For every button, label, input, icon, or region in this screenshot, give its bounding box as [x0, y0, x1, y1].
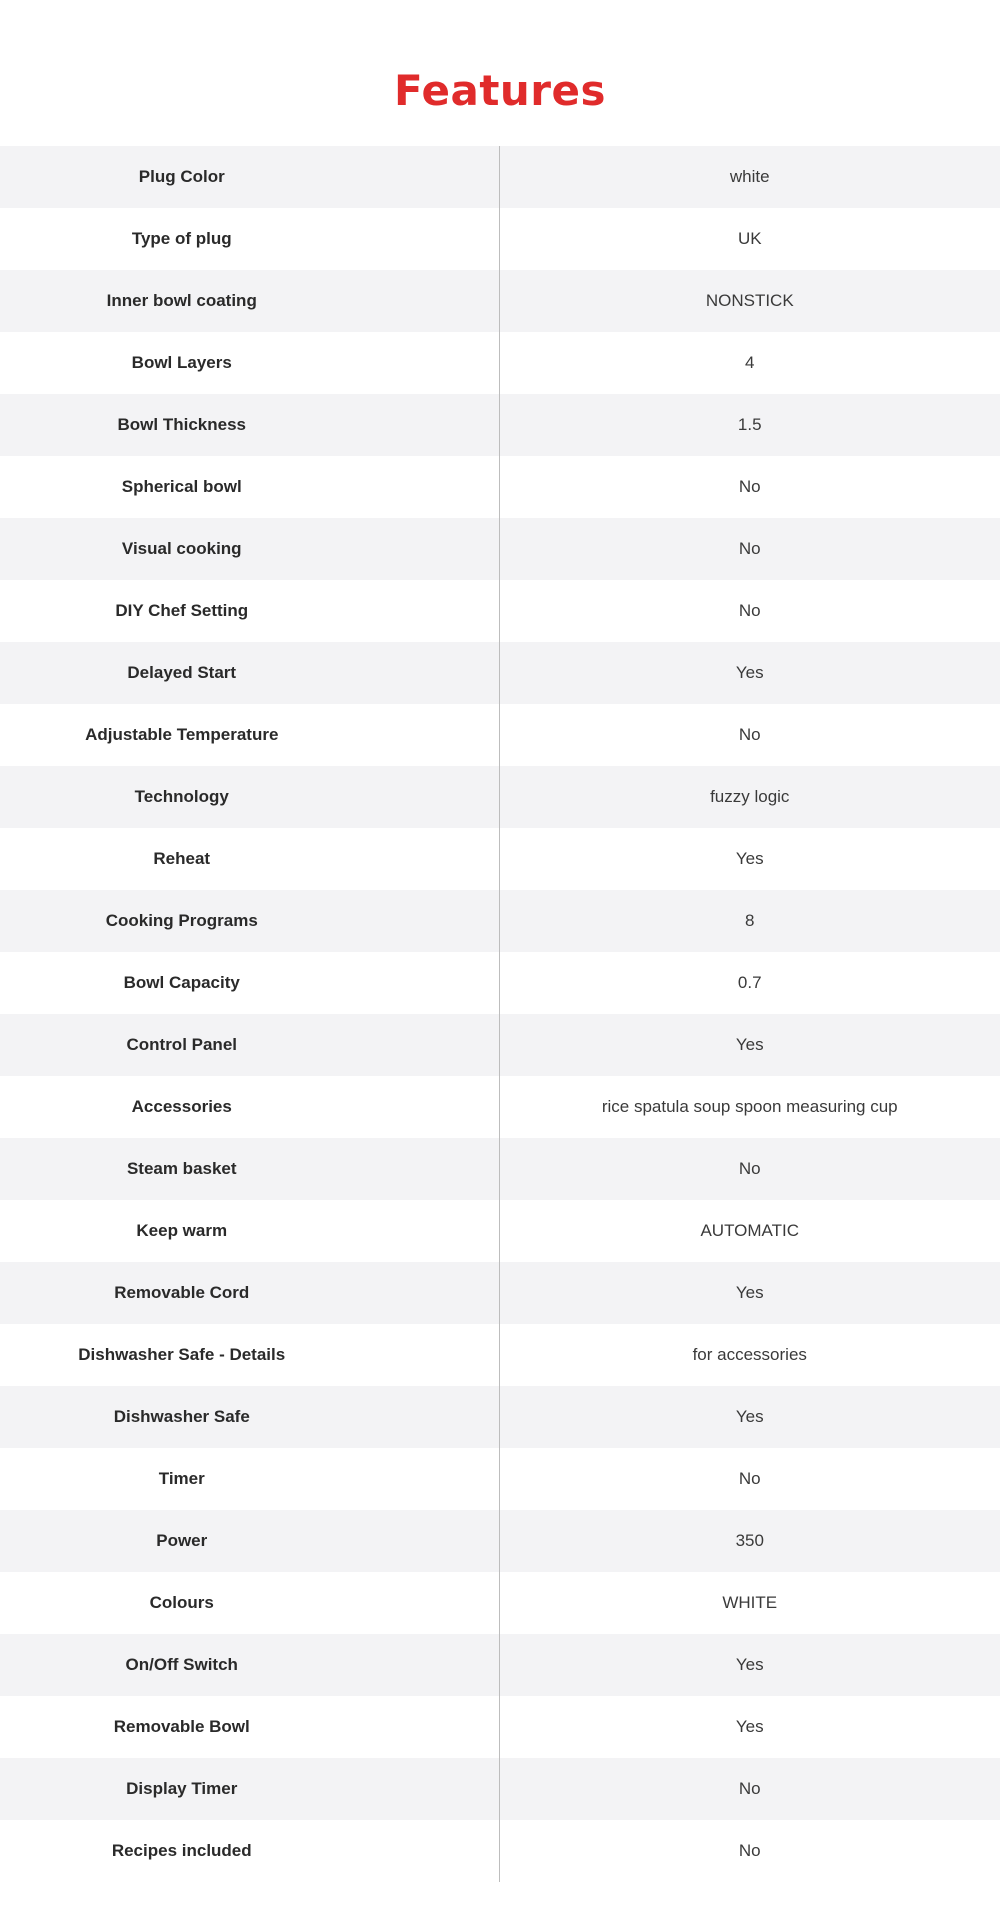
feature-value-text: rice spatula soup spoon measuring cup [601, 1097, 898, 1116]
feature-label: Dishwasher Safe - Details [0, 1324, 499, 1386]
feature-label: Visual cooking [0, 518, 499, 580]
feature-label: Removable Bowl [0, 1696, 499, 1758]
feature-row [0, 642, 1000, 704]
feature-value [499, 394, 1000, 456]
feature-value-text: No [738, 1159, 761, 1178]
feature-value [499, 1758, 1000, 1820]
feature-row [0, 1510, 1000, 1572]
feature-label: Adjustable Temperature [0, 704, 499, 766]
feature-row [0, 1138, 1000, 1200]
feature-value-text: Yes [735, 849, 764, 868]
feature-value [499, 456, 1000, 518]
feature-row [0, 146, 1000, 208]
feature-label: Plug Color [0, 146, 499, 208]
feature-row [0, 1634, 1000, 1696]
feature-value [499, 766, 1000, 828]
feature-value [499, 1200, 1000, 1262]
feature-value-text: 0.7 [737, 973, 762, 992]
feature-value-text: white [729, 167, 770, 186]
feature-row [0, 1262, 1000, 1324]
feature-value-text: Yes [735, 1035, 764, 1054]
feature-label: Control Panel [0, 1014, 499, 1076]
feature-value-text: Yes [735, 1717, 764, 1736]
feature-row [0, 1758, 1000, 1820]
feature-value [499, 1138, 1000, 1200]
feature-value-text: No [738, 1779, 761, 1798]
feature-label: Bowl Capacity [0, 952, 499, 1014]
feature-value-text: Yes [735, 1283, 764, 1302]
feature-row [0, 208, 1000, 270]
feature-value-text: AUTOMATIC [700, 1221, 800, 1240]
feature-value-text: 4 [745, 353, 755, 372]
feature-value-text: No [738, 477, 761, 496]
features-table [0, 146, 1000, 1882]
feature-value [499, 146, 1000, 208]
feature-row [0, 766, 1000, 828]
feature-value [499, 642, 1000, 704]
feature-label: Recipes included [0, 1820, 499, 1882]
feature-value-text: UK [737, 229, 762, 248]
feature-value [499, 208, 1000, 270]
feature-value [499, 1448, 1000, 1510]
feature-label: Keep warm [0, 1200, 499, 1262]
feature-row [0, 332, 1000, 394]
feature-value [499, 890, 1000, 952]
feature-value [499, 518, 1000, 580]
feature-row [0, 1324, 1000, 1386]
feature-label: Type of plug [0, 208, 499, 270]
feature-value-text: No [738, 601, 761, 620]
feature-value [499, 580, 1000, 642]
feature-value [499, 704, 1000, 766]
feature-label: Timer [0, 1448, 499, 1510]
feature-value-text: No [738, 1469, 761, 1488]
feature-value [499, 1634, 1000, 1696]
feature-row [0, 1014, 1000, 1076]
feature-value-text: NONSTICK [705, 291, 794, 310]
feature-label: Bowl Layers [0, 332, 499, 394]
feature-label: Power [0, 1510, 499, 1572]
feature-label: Accessories [0, 1076, 499, 1138]
feature-label: DIY Chef Setting [0, 580, 499, 642]
feature-label: Delayed Start [0, 642, 499, 704]
features-table-body [0, 146, 1000, 1882]
feature-value-text: Yes [735, 1655, 764, 1674]
feature-label: Spherical bowl [0, 456, 499, 518]
feature-value [499, 1572, 1000, 1634]
feature-value-text: Yes [735, 663, 764, 682]
feature-label: Cooking Programs [0, 890, 499, 952]
feature-value-text: WHITE [722, 1593, 778, 1612]
feature-value [499, 952, 1000, 1014]
feature-value [499, 1262, 1000, 1324]
feature-value [499, 1510, 1000, 1572]
feature-label: Technology [0, 766, 499, 828]
feature-row [0, 1696, 1000, 1758]
feature-label: Bowl Thickness [0, 394, 499, 456]
feature-row [0, 394, 1000, 456]
feature-row [0, 580, 1000, 642]
feature-row [0, 456, 1000, 518]
feature-label: Colours [0, 1572, 499, 1634]
feature-label: On/Off Switch [0, 1634, 499, 1696]
feature-row [0, 1572, 1000, 1634]
feature-value-text: Yes [735, 1407, 764, 1426]
feature-value [499, 1820, 1000, 1882]
page-title: Features [394, 66, 606, 115]
feature-label: Dishwasher Safe [0, 1386, 499, 1448]
feature-value-text: 8 [745, 911, 755, 930]
feature-value-text: for accessories [692, 1345, 807, 1364]
feature-value [499, 1696, 1000, 1758]
feature-row [0, 828, 1000, 890]
feature-value [499, 332, 1000, 394]
feature-label: Display Timer [0, 1758, 499, 1820]
feature-value [499, 1076, 1000, 1138]
feature-row [0, 1200, 1000, 1262]
feature-row [0, 270, 1000, 332]
feature-row [0, 890, 1000, 952]
feature-label: Inner bowl coating [0, 270, 499, 332]
feature-value [499, 270, 1000, 332]
feature-value [499, 1014, 1000, 1076]
feature-value-text: 350 [735, 1531, 764, 1550]
feature-row [0, 704, 1000, 766]
feature-value-text: No [738, 1841, 761, 1860]
feature-row [0, 1820, 1000, 1882]
feature-label: Removable Cord [0, 1262, 499, 1324]
feature-row [0, 1386, 1000, 1448]
feature-label: Reheat [0, 828, 499, 890]
feature-value-text: 1.5 [737, 415, 762, 434]
feature-value [499, 1386, 1000, 1448]
feature-row [0, 518, 1000, 580]
feature-row [0, 1076, 1000, 1138]
feature-value-text: No [738, 539, 761, 558]
feature-value-text: No [738, 725, 761, 744]
feature-value [499, 1324, 1000, 1386]
feature-value [499, 828, 1000, 890]
feature-row [0, 1448, 1000, 1510]
feature-row [0, 952, 1000, 1014]
feature-value-text: fuzzy logic [710, 787, 790, 806]
feature-label: Steam basket [0, 1138, 499, 1200]
